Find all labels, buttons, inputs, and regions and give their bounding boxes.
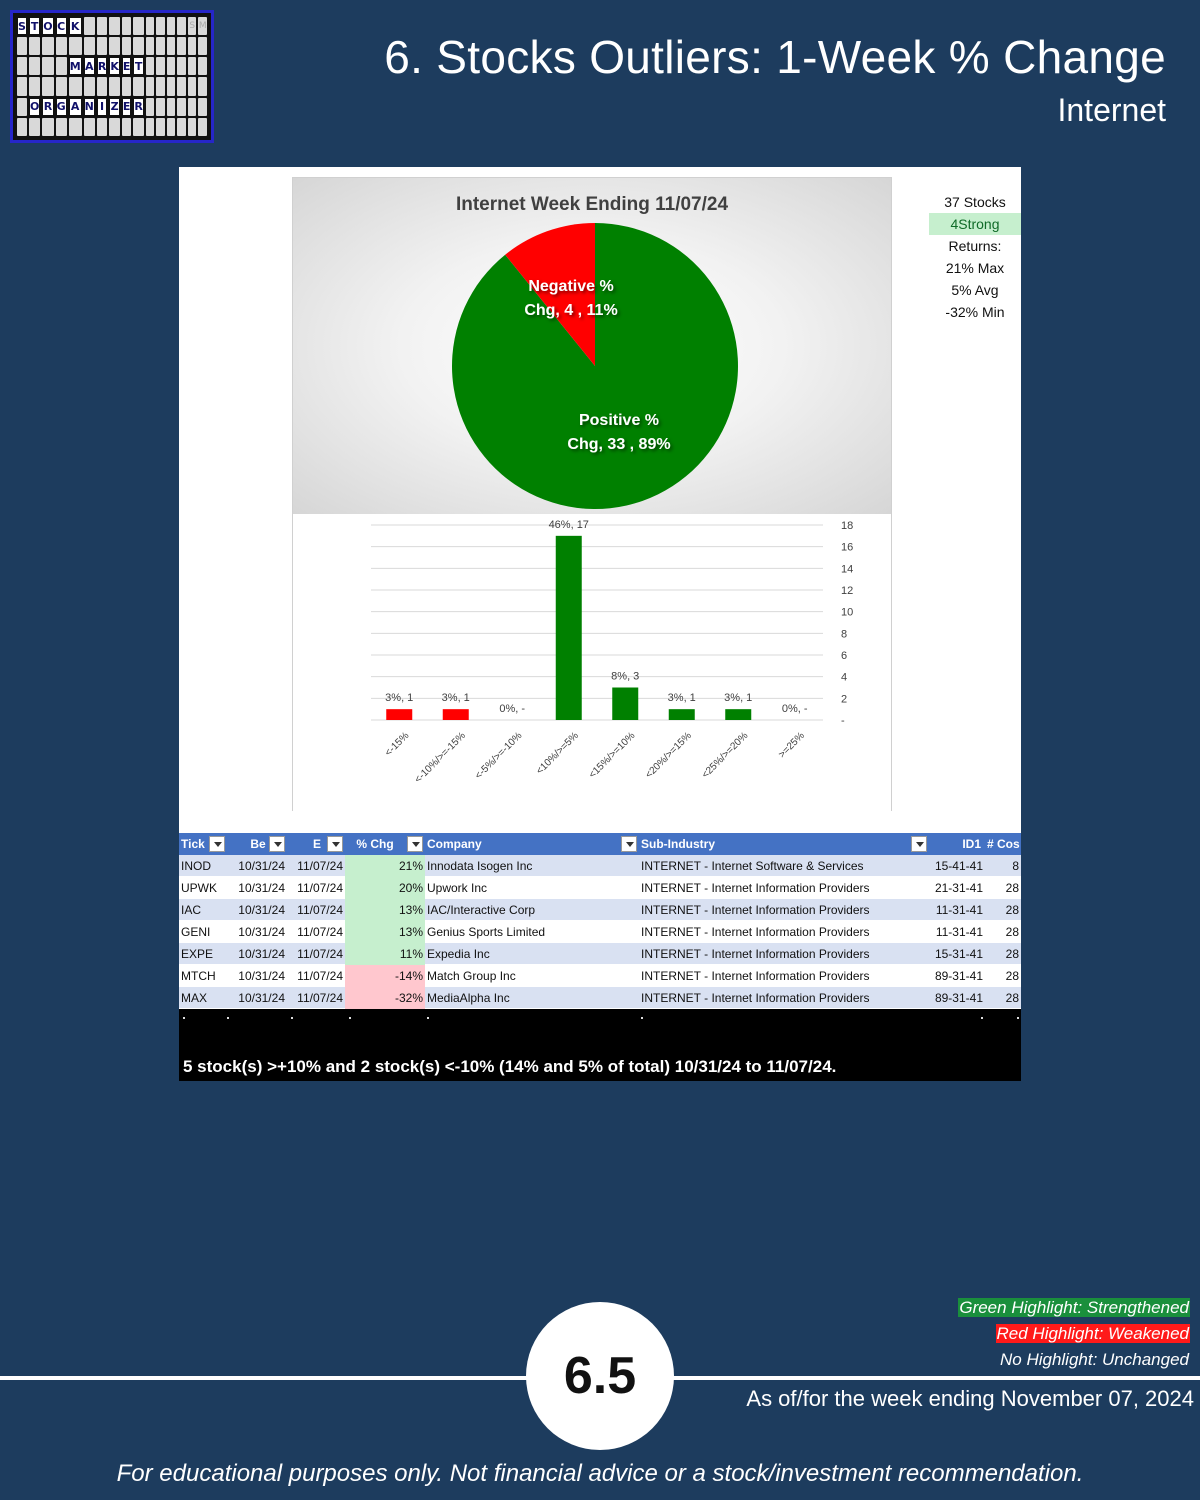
cell-sub-industry: INTERNET - Internet Information Providers (641, 902, 870, 917)
logo-cell (17, 118, 27, 136)
bar-data-label: 8%, 3 (611, 670, 640, 683)
logo-cell (56, 57, 67, 75)
y-tick-label: 14 (841, 563, 854, 576)
logo-cell (167, 57, 176, 75)
logo-cell (97, 37, 107, 55)
table-row[interactable] (179, 965, 1021, 987)
logo-cell (198, 118, 207, 136)
cell-end-date: 11/07/24 (297, 990, 343, 1005)
logo-cell (109, 118, 120, 136)
cell-company: Innodata Isogen Inc (427, 858, 533, 873)
strong-count: 4Strong (929, 213, 1021, 235)
logo-cell: O (29, 98, 40, 116)
y-tick-label: 12 (841, 585, 854, 597)
logo-cell: R (97, 57, 107, 75)
logo-cell (133, 77, 143, 95)
logo-cell: K (69, 17, 82, 35)
logo-cell (177, 118, 186, 136)
pie-chart-area (293, 178, 891, 514)
logo-grid (17, 17, 207, 136)
pie-label-positive-line2: Chg, 33 , 89% (567, 436, 671, 453)
table-row[interactable] (179, 921, 1021, 943)
table-row[interactable] (179, 855, 1021, 877)
table-row[interactable] (179, 987, 1021, 1009)
cell-pct-chg: -32% (345, 987, 425, 1009)
bar-data-label: 3%, 1 (441, 692, 470, 705)
logo-cell (17, 98, 27, 116)
cell-end-date: 11/07/24 (297, 924, 343, 939)
cell-id1: 15-41-41 (934, 858, 983, 873)
logo-cell (29, 77, 40, 95)
header-tick[interactable]: Tick (179, 833, 227, 855)
cell-end-date: 11/07/24 (297, 858, 343, 873)
logo-cell (109, 37, 120, 55)
logo-cell: E (122, 57, 132, 75)
logo-cell (56, 37, 67, 55)
logo-cell (29, 57, 40, 75)
bar-data-label: 46%, 17 (548, 518, 589, 531)
page-subtitle: Internet (1057, 92, 1166, 128)
logo-cell (188, 118, 197, 136)
cell-end-date: 11/07/24 (297, 880, 343, 895)
logo-cell (177, 57, 186, 75)
logo-cell (122, 118, 132, 136)
x-category-label: <10%/>=5% (534, 730, 581, 777)
logo-cell: S (17, 17, 27, 35)
x-category-label: <-5%/>=-10% (473, 730, 525, 782)
cell-begin-date: 10/31/24 (238, 902, 285, 917)
chart-panel (179, 167, 1021, 833)
pie-chart (293, 178, 891, 514)
footer-dot (981, 1017, 983, 1019)
cell-begin-date: 10/31/24 (238, 858, 285, 873)
logo-cell (177, 37, 186, 55)
logo-cell (146, 118, 155, 136)
filter-dropdown-icon[interactable] (209, 836, 225, 852)
logo-cell: M (69, 57, 82, 75)
bar (556, 536, 582, 720)
logo-cell (122, 77, 132, 95)
logo-cell (198, 37, 207, 55)
y-tick-label: 8 (841, 628, 848, 641)
logo-cell (177, 98, 186, 116)
logo-cell (122, 37, 132, 55)
cell-cos: 28 (1005, 924, 1019, 939)
x-category-label: <15%/>=10% (586, 730, 638, 781)
cell-sub-industry: INTERNET - Internet Information Providers (641, 990, 870, 1005)
logo-cell (69, 77, 82, 95)
logo-cell (156, 118, 165, 136)
footer-dot (349, 1017, 351, 1019)
logo-cell (177, 17, 186, 35)
logo-cell (156, 57, 165, 75)
logo-cell: Z (109, 98, 120, 116)
page-number-badge: 6.5 (526, 1302, 674, 1450)
logo-cell (156, 77, 165, 95)
y-tick-label: 10 (841, 606, 854, 619)
bar-data-label: 3%, 1 (385, 692, 414, 705)
cell-company: Match Group Inc (427, 968, 516, 983)
logo-cell (17, 37, 27, 55)
logo-cell: R (133, 98, 143, 116)
table-footer (179, 1009, 1021, 1081)
logo-cell (69, 118, 82, 136)
cell-cos: 8 (1012, 858, 1019, 873)
footer-dot (227, 1017, 229, 1019)
header-begin[interactable]: Be (227, 833, 287, 855)
cell-cos: 28 (1005, 990, 1019, 1005)
logo-cell (133, 118, 143, 136)
logo-cell (188, 37, 197, 55)
bar (386, 709, 412, 720)
cell-company: Upwork Inc (427, 880, 488, 895)
logo-cell (177, 77, 186, 95)
cell-begin-date: 10/31/24 (238, 924, 285, 939)
logo-cell (97, 77, 107, 95)
y-tick-label: 2 (841, 693, 848, 706)
legend-none: No Highlight: Unchanged (999, 1350, 1189, 1369)
footer-dots (179, 1017, 1021, 1027)
cell-pct-chg: -14% (345, 965, 425, 987)
cell-company: Genius Sports Limited (427, 924, 546, 939)
cell-begin-date: 10/31/24 (238, 880, 285, 895)
legend-red: Red Highlight: Weakened (996, 1324, 1189, 1343)
stats-box (929, 191, 1021, 323)
y-tick-label: 4 (841, 671, 848, 684)
disclaimer: For educational purposes only. Not financial advice or a stock/investment recommendation. (116, 1460, 1084, 1487)
logo-cell (188, 77, 197, 95)
logo-cell (167, 118, 176, 136)
logo-cell: I (97, 98, 107, 116)
highlight-legend (958, 1297, 1190, 1375)
cell-ticker: GENI (181, 924, 211, 939)
logo-cell (84, 37, 95, 55)
logo-cell: C (56, 17, 67, 35)
bar-chart (293, 515, 891, 811)
filter-dropdown-icon[interactable] (621, 836, 637, 852)
logo-cell (167, 17, 176, 35)
returns-avg: 5% Avg (951, 282, 999, 298)
y-tick-label: 18 (841, 520, 854, 532)
cell-sub-industry: INTERNET - Internet Software & Services (641, 858, 864, 873)
x-category-label: <-10%/>=-15% (412, 730, 468, 786)
logo-cell: R (42, 98, 53, 116)
logo-cell (84, 118, 95, 136)
cell-company: IAC/Interactive Corp (427, 902, 536, 917)
footer-dot (291, 1017, 293, 1019)
logo-cell (188, 57, 197, 75)
header-id1[interactable]: ID1 (962, 837, 981, 851)
logo-cell (156, 17, 165, 35)
logo-cell (156, 98, 165, 116)
cell-ticker: IAC (181, 902, 202, 917)
cell-pct-chg: 13% (345, 921, 425, 943)
logo-cell (42, 37, 53, 55)
logo-cell (84, 17, 95, 35)
x-category-label: >=25% (776, 730, 807, 761)
pie-label-positive-line1: Positive % (578, 412, 660, 429)
bar-data-label: 3%, 1 (667, 692, 696, 705)
logo-cell (29, 118, 40, 136)
logo-cell (29, 37, 40, 55)
logo-cell: A (69, 98, 82, 116)
footer-dot (1017, 1017, 1019, 1019)
y-tick-label: - (841, 715, 845, 727)
cell-id1: 89-31-41 (934, 968, 983, 983)
cell-cos: 28 (1005, 880, 1019, 895)
logo-cell (146, 77, 155, 95)
logo-cell (167, 98, 176, 116)
cell-sub-industry: INTERNET - Internet Information Providers (641, 946, 870, 961)
header-cos[interactable]: # Cos (987, 837, 1020, 851)
logo-cell (56, 77, 67, 95)
cell-id1: 11-31-41 (935, 924, 983, 939)
table-row[interactable] (179, 899, 1021, 921)
cell-cos: 28 (1005, 902, 1019, 917)
pie-label-negative-line2: Chg, 4 , 11% (524, 302, 618, 319)
bar-data-label: 3%, 1 (724, 692, 753, 705)
filter-dropdown-icon[interactable] (327, 836, 343, 852)
cell-ticker: MAX (181, 990, 208, 1005)
logo-cell (198, 77, 207, 95)
logo-cell: T (29, 17, 40, 35)
cell-pct-chg: 20% (345, 877, 425, 899)
logo-cell (146, 98, 155, 116)
pie-label-negative-line1: Negative % (528, 278, 614, 295)
cell-pct-chg: 21% (345, 855, 425, 877)
logo-cell (146, 57, 155, 75)
stocks-count: 37 Stocks (944, 194, 1006, 210)
logo-cell (42, 77, 53, 95)
as-of-text: As of/for the week ending November 07, 2024 (746, 1386, 1194, 1411)
filter-dropdown-icon[interactable] (269, 836, 285, 852)
logo-cell (42, 118, 53, 136)
bar (725, 709, 751, 720)
returns-min: -32% Min (945, 304, 1005, 320)
cell-end-date: 11/07/24 (297, 902, 343, 917)
cell-cos: 28 (1005, 946, 1019, 961)
x-category-label: <-15% (382, 730, 412, 759)
bar (612, 688, 638, 721)
returns-max: 21% Max (945, 260, 1005, 276)
cell-sub-industry: INTERNET - Internet Information Providers (641, 924, 870, 939)
cell-company: Expedia Inc (427, 946, 490, 961)
logo-cell: E (122, 98, 132, 116)
filter-dropdown-icon[interactable] (407, 836, 423, 852)
logo-cell (167, 77, 176, 95)
logo-cell: G (56, 98, 67, 116)
logo-cell (17, 57, 27, 75)
logo-cell (188, 98, 197, 116)
logo-cell: N (84, 98, 95, 116)
footer-dot (641, 1017, 643, 1019)
cell-begin-date: 10/31/24 (238, 968, 285, 983)
cell-id1: 11-31-41 (935, 902, 983, 917)
x-category-label: <20%/>=15% (643, 730, 694, 781)
logo-cell (17, 77, 27, 95)
bar (443, 709, 469, 720)
cell-id1: 89-31-41 (934, 990, 983, 1005)
logo-cell: A (84, 57, 95, 75)
logo-cell (97, 118, 107, 136)
table-header (179, 833, 1021, 855)
logo-cell (56, 118, 67, 136)
cell-pct-chg: 11% (345, 943, 425, 965)
logo-cell (122, 17, 132, 35)
footer-dot (183, 1017, 185, 1019)
cell-id1: 21-31-41 (934, 880, 983, 895)
cell-sub-industry: INTERNET - Internet Information Providers (641, 968, 870, 983)
cell-ticker: INOD (181, 858, 211, 873)
bar-data-label: 0%, - (499, 703, 526, 715)
logo-cell (42, 57, 53, 75)
pie-chart-title: Internet Week Ending 11/07/24 (455, 194, 729, 215)
logo-cell (84, 77, 95, 95)
outliers-table (179, 833, 1021, 1081)
cell-begin-date: 10/31/24 (238, 990, 285, 1005)
cell-begin-date: 10/31/24 (238, 946, 285, 961)
logo-cell: O (42, 17, 53, 35)
header-pct-chg[interactable]: % Chg (345, 833, 425, 855)
logo-cell (109, 17, 120, 35)
cell-ticker: UPWK (181, 880, 217, 895)
cell-id1: 15-31-41 (934, 946, 983, 961)
summary-text: 5 stock(s) >+10% and 2 stock(s) <-10% (14% and 5% of total) 10/31/24 to 11/07/24. (183, 1057, 837, 1076)
table-body (179, 855, 1021, 1009)
x-category-label: <25%/>=20% (699, 730, 751, 781)
bar-data-label: 0%, - (781, 703, 808, 715)
cell-end-date: 11/07/24 (297, 968, 343, 983)
returns-label: Returns: (948, 238, 1002, 254)
legend-green: Green Highlight: Strengthened (959, 1298, 1189, 1317)
bar-chart-area (293, 515, 891, 811)
bar (669, 709, 695, 720)
y-tick-label: 16 (841, 541, 854, 554)
logo-cell (146, 37, 155, 55)
cell-sub-industry: INTERNET - Internet Information Providers (641, 880, 870, 895)
cell-end-date: 11/07/24 (297, 946, 343, 961)
logo-cell: K (109, 57, 120, 75)
logo (10, 10, 214, 143)
filter-dropdown-icon[interactable] (911, 836, 927, 852)
logo-cell: T (133, 57, 143, 75)
logo-cell (69, 37, 82, 55)
page-title: 6. Stocks Outliers: 1-Week % Change (384, 31, 1166, 83)
y-tick-label: 6 (841, 650, 848, 662)
cell-company: MediaAlpha Inc (427, 990, 510, 1005)
cell-ticker: MTCH (181, 968, 216, 983)
logo-cell (97, 17, 107, 35)
cell-cos: 28 (1005, 968, 1019, 983)
logo-cell (198, 98, 207, 116)
logo-cell (109, 77, 120, 95)
header-sub-industry[interactable]: Sub-Industry (639, 833, 929, 855)
logo-cell (133, 17, 143, 35)
logo-cell: M (198, 17, 207, 35)
cell-ticker: EXPE (181, 946, 214, 961)
table-row[interactable] (179, 943, 1021, 965)
chart-frame (292, 177, 892, 811)
logo-cell (156, 37, 165, 55)
header-end[interactable]: E (287, 833, 345, 855)
logo-cell: S (188, 17, 197, 35)
logo-cell (198, 57, 207, 75)
table-row[interactable] (179, 877, 1021, 899)
logo-cell (133, 37, 143, 55)
cell-pct-chg: 13% (345, 899, 425, 921)
footer-dot (427, 1017, 429, 1019)
logo-cell (167, 37, 176, 55)
header-company[interactable]: Company (425, 833, 639, 855)
logo-cell (146, 17, 155, 35)
